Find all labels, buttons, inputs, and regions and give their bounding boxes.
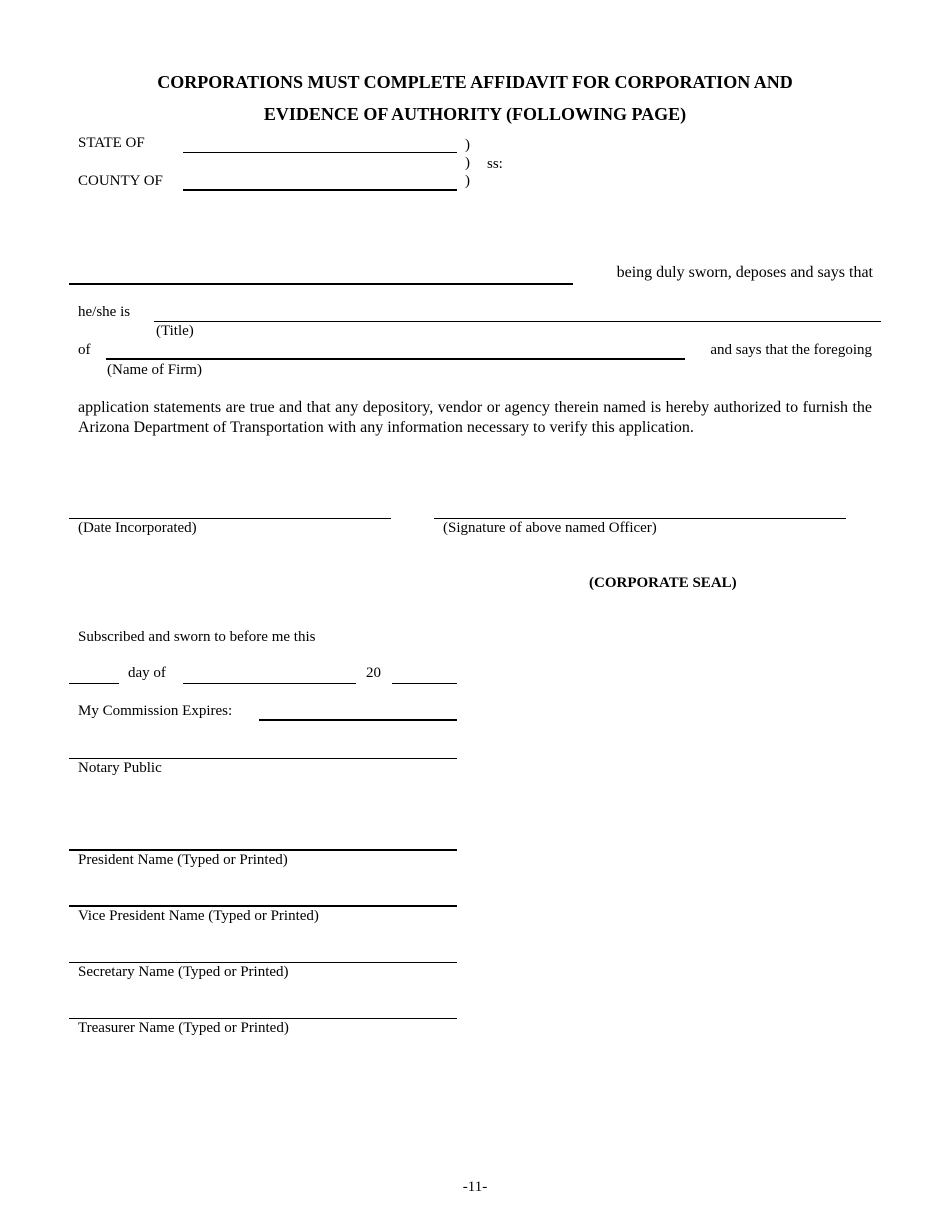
county-field[interactable]	[183, 189, 457, 191]
day-of-label: day of	[128, 665, 166, 681]
county-label: COUNTY OF	[78, 173, 163, 189]
date-incorporated-caption: (Date Incorporated)	[78, 520, 197, 536]
vice-president-name-field[interactable]	[69, 905, 457, 907]
bracket-bottom: )	[465, 173, 470, 189]
treasurer-name-field[interactable]	[69, 1018, 457, 1019]
year-prefix: 20	[366, 665, 381, 681]
vice-president-name-caption: Vice President Name (Typed or Printed)	[78, 908, 319, 924]
page-title-line-2: EVIDENCE OF AUTHORITY (FOLLOWING PAGE)	[263, 104, 687, 124]
corporate-seal-label: (CORPORATE SEAL)	[589, 575, 737, 591]
subscribed-text: Subscribed and sworn to before me this	[78, 629, 316, 645]
notary-signature-field[interactable]	[69, 758, 457, 759]
statement-paragraph: application statements are true and that any depository, vendor or agency therein named is hereby authorized to furnish the Arizona Department of Transportation with any information necessary to verify this application.	[78, 399, 872, 436]
date-incorporated-field[interactable]	[69, 518, 391, 519]
sworn-text: being duly sworn, deposes and says that	[616, 264, 873, 281]
bracket-top: )	[465, 137, 470, 153]
title-field[interactable]	[154, 321, 881, 322]
state-label: STATE OF	[78, 135, 145, 151]
foregoing-text: and says that the foregoing	[710, 342, 872, 358]
commission-expires-field[interactable]	[259, 719, 457, 721]
president-name-caption: President Name (Typed or Printed)	[78, 852, 288, 868]
affiant-name-field[interactable]	[69, 283, 573, 285]
ss-label: ss:	[487, 156, 503, 172]
firm-name-field[interactable]	[106, 358, 685, 360]
page-title-line-1: CORPORATIONS MUST COMPLETE AFFIDAVIT FOR CORPORATION AND	[157, 72, 793, 92]
notary-public-caption: Notary Public	[78, 760, 162, 776]
president-name-field[interactable]	[69, 849, 457, 851]
treasurer-name-caption: Treasurer Name (Typed or Printed)	[78, 1020, 289, 1036]
year-field[interactable]	[392, 683, 457, 684]
day-field[interactable]	[69, 683, 119, 684]
heshe-label: he/she is	[78, 304, 131, 320]
of-label: of	[78, 342, 91, 358]
state-field[interactable]	[183, 152, 457, 153]
secretary-name-field[interactable]	[69, 962, 457, 963]
page-number: -11-	[462, 1179, 488, 1195]
title-caption: (Title)	[156, 323, 194, 339]
officer-signature-field[interactable]	[434, 518, 846, 519]
officer-signature-caption: (Signature of above named Officer)	[443, 520, 657, 536]
firm-caption: (Name of Firm)	[107, 362, 202, 378]
secretary-name-caption: Secretary Name (Typed or Printed)	[78, 964, 289, 980]
bracket-middle: )	[465, 155, 470, 171]
commission-expires-label: My Commission Expires:	[78, 703, 233, 719]
month-field[interactable]	[183, 683, 356, 684]
